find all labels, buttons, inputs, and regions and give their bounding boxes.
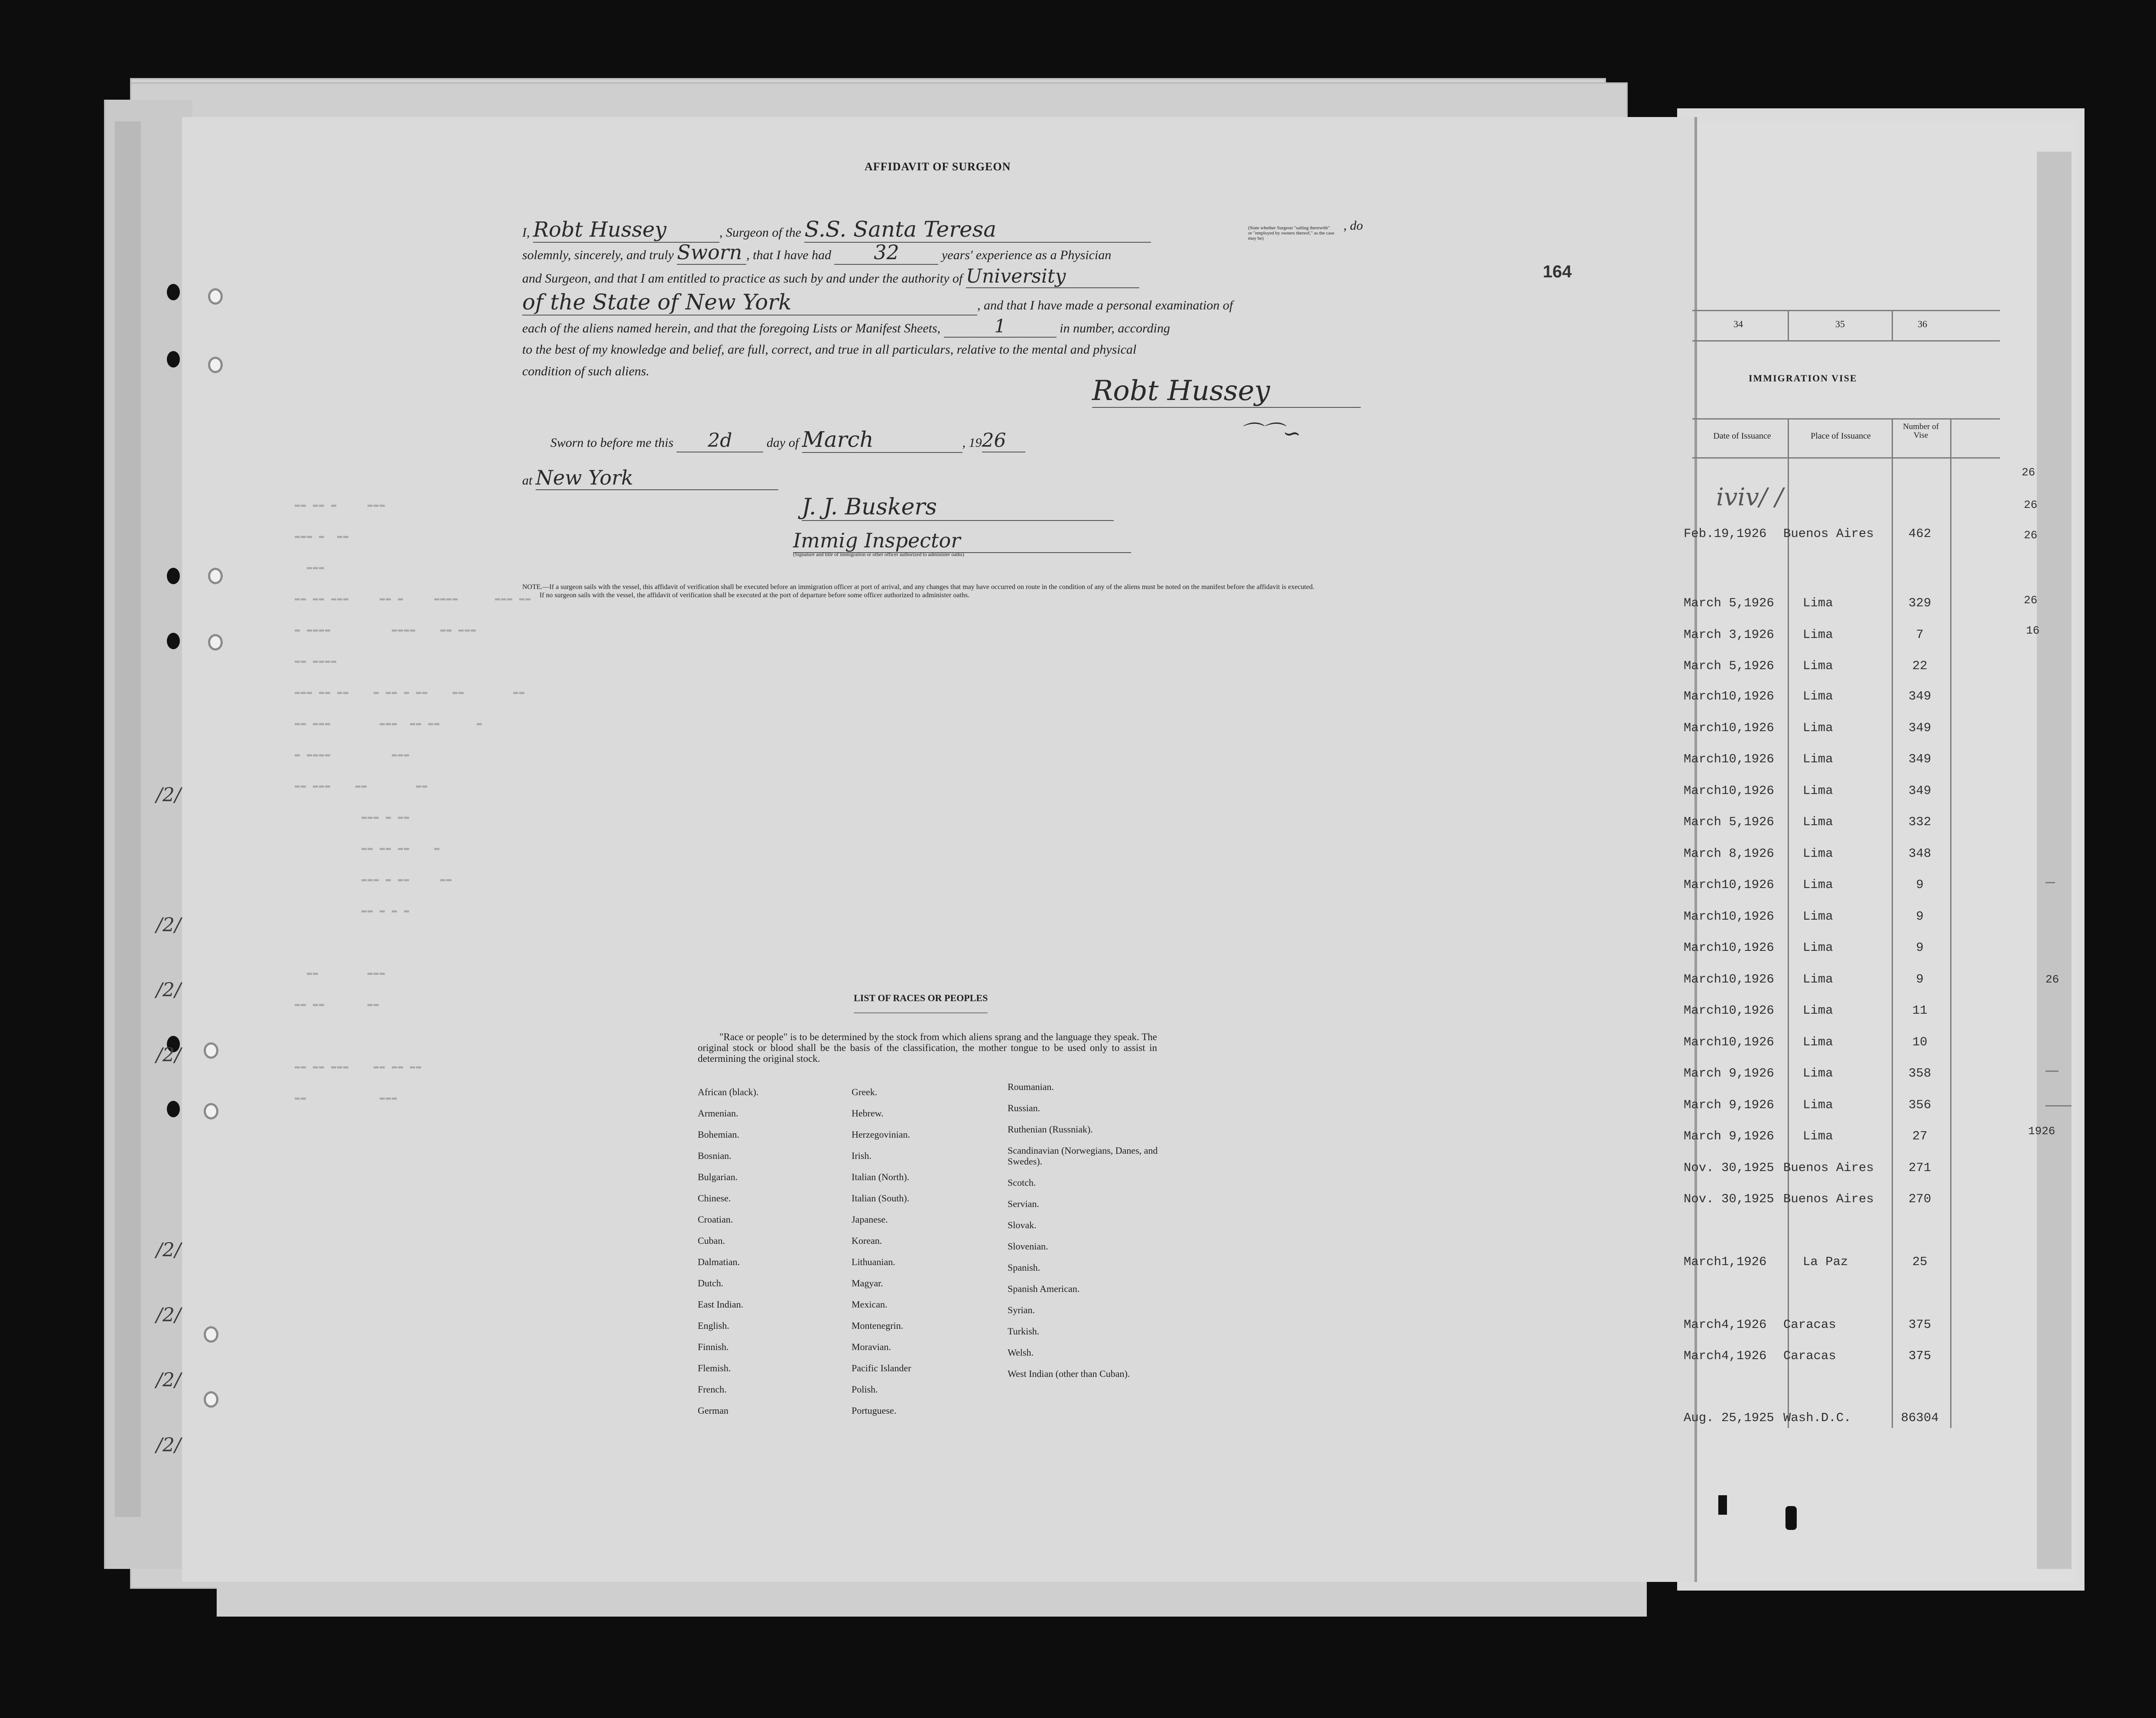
- vise-place: Buenos Aires: [1783, 1161, 1874, 1175]
- race-entry: Roumanian.: [1008, 1081, 1054, 1092]
- sheet-count: 1: [944, 316, 1057, 338]
- vise-date: March10,1926: [1684, 1003, 1774, 1018]
- vise-number: 9: [1916, 972, 1924, 986]
- punch-hole: [208, 634, 223, 651]
- race-entry: Polish.: [852, 1384, 878, 1395]
- races-column-3: [1008, 1081, 1164, 1389]
- vise-number: 9: [1916, 909, 1924, 924]
- affidavit-line-1: [522, 217, 1363, 243]
- surgeon-status: Sworn: [677, 241, 746, 265]
- vise-date: March10,1926: [1684, 689, 1774, 703]
- races-column-1: [698, 1081, 845, 1421]
- affidavit-note-2: If no surgeon sails with the vessel, the affidavit of verification shall be executed at the port of departure before some officer authorized to administer oaths.: [540, 592, 970, 599]
- edge-mark: 26: [2022, 466, 2036, 479]
- margin-check-marks: /2/ /2/ /2/ /2/ /2/ /2/ /2/ /2/: [156, 784, 181, 1456]
- vise-place: Buenos Aires: [1783, 527, 1874, 541]
- edge-mark: 26: [2024, 498, 2038, 511]
- vise-number: 356: [1908, 1098, 1932, 1112]
- affidavit-line-5: each of the aliens named herein, and that the foregoing Lists or Manifest Sheets, 1 in number, according: [522, 316, 1170, 337]
- vise-place: Lima: [1803, 721, 1833, 735]
- vise-col-divider-5: [1950, 418, 1951, 1428]
- vise-number: 332: [1908, 815, 1932, 829]
- officer-title: Immig Inspector: [793, 529, 1131, 553]
- race-entry: French.: [698, 1384, 727, 1395]
- race-entry: East Indian.: [698, 1299, 744, 1310]
- right-sheet-shadow: [2037, 152, 2071, 1569]
- vise-date: March10,1926: [1684, 752, 1774, 766]
- vise-place: Buenos Aires: [1783, 1192, 1874, 1206]
- vise-col-num-36: 36: [1918, 319, 1927, 329]
- race-entry: Moravian.: [852, 1341, 891, 1352]
- edge-dash: [2045, 882, 2055, 883]
- vise-col-divider-1: [1788, 310, 1789, 340]
- affidavit-line-7: condition of such aliens.: [522, 364, 650, 378]
- at-place: New York: [536, 466, 778, 490]
- vise-date: March10,1926: [1684, 878, 1774, 892]
- affidavit-line-2: solemnly, sincerely, and truly Sworn , that I have had 32 years' experience as a Physician: [522, 241, 1112, 264]
- race-entry: German: [698, 1405, 728, 1416]
- race-entry: Chinese.: [698, 1193, 731, 1204]
- vise-rule-title: [1692, 418, 2000, 420]
- page-number: 164: [1543, 262, 1572, 281]
- affidavit-note-1: NOTE.—If a surgeon sails with the vessel, this affidavit of verification shall be executed before an immigration officer at port of arrival, and any changes that may have occurred on route in the condition of any of the aliens must be noted on the manifest before the affidavit is executed.: [522, 583, 1314, 591]
- vise-date: March10,1926: [1684, 909, 1774, 924]
- race-entry: Bosnian.: [698, 1150, 732, 1161]
- vise-number: 22: [1912, 659, 1928, 673]
- vise-place: Lima: [1803, 940, 1833, 955]
- affidavit-line-3: and Surgeon, and that I am entitled to practice as such by and under the authority of University: [522, 265, 1367, 288]
- vise-place: Lima: [1803, 628, 1833, 642]
- race-entry: Spanish.: [1008, 1262, 1041, 1273]
- officer-signature: J. J. Buskers: [802, 494, 1114, 521]
- vise-scribble: ⅳⅳ/ /: [1716, 483, 1783, 511]
- ink-blot: [1718, 1495, 1727, 1515]
- punch-hole: [208, 568, 223, 584]
- race-entry: Russian.: [1008, 1103, 1041, 1113]
- vise-place: Caracas: [1783, 1349, 1836, 1363]
- vise-place: Lima: [1803, 846, 1833, 861]
- vise-place: Lima: [1803, 1003, 1833, 1018]
- faded-underlying-text: ▬▬ ▬▬ ▬ ▬▬▬ ▬▬▬ ▬ ▬▬ ▬▬▬ ▬▬ ▬▬ ▬▬▬ ▬▬ ▬ ▬▬▬▬ ▬▬▬ ▬▬ ▬ ▬▬▬▬ ▬▬▬▬ ▬▬ ▬▬▬ ▬▬ ▬▬▬▬ ▬▬▬ ▬▬ ▬▬ ▬ ▬▬ ▬ ▬▬ ▬▬ ▬▬ ▬▬ ▬▬▬ ▬▬▬ ▬▬ ▬▬ ▬ ▬ ▬▬▬▬ ▬▬▬ ▬▬ ▬▬▬ ▬▬ ▬▬ ▬▬▬ ▬ ▬▬ ▬▬ ▬▬ ▬▬ ▬ ▬▬▬ ▬ ▬▬ ▬▬ ▬▬ ▬ ▬ ▬ ▬▬ ▬▬▬ ▬▬ ▬▬ ▬▬ ▬▬ ▬▬ ▬▬▬ ▬▬ ▬▬ ▬▬ ▬▬ ▬▬▬: [295, 500, 532, 1103]
- vise-date: March 9,1926: [1684, 1129, 1774, 1143]
- vise-date: March10,1926: [1684, 721, 1774, 735]
- edge-dash: [2045, 1105, 2071, 1106]
- vise-header-number: Number of Vise: [1903, 422, 1939, 440]
- race-entry: Bulgarian.: [698, 1171, 738, 1182]
- signature-flourish: ⌒⌒∽: [1239, 421, 1301, 446]
- punch-hole: [208, 357, 223, 373]
- race-entry: Italian (South).: [852, 1193, 910, 1204]
- vise-number: 349: [1908, 784, 1932, 798]
- punch-hole: [167, 633, 180, 649]
- authority-2: of the State of New York: [522, 290, 977, 316]
- surgeon-name: Robt Hussey: [533, 218, 719, 243]
- vise-place: Lima: [1803, 909, 1833, 924]
- vise-number: 348: [1908, 846, 1932, 861]
- race-entry: African (black).: [698, 1087, 759, 1097]
- vise-number: 10: [1912, 1035, 1928, 1049]
- vise-date: Nov. 30,1925: [1684, 1192, 1774, 1206]
- race-entry: Armenian.: [698, 1108, 738, 1119]
- vise-rule-colnum: [1692, 340, 2000, 342]
- race-entry: Scotch.: [1008, 1177, 1036, 1188]
- vise-place: Caracas: [1783, 1318, 1836, 1332]
- race-entry: Welsh.: [1008, 1347, 1034, 1358]
- vise-number: 375: [1908, 1318, 1932, 1332]
- vise-place: Lima: [1803, 1098, 1833, 1112]
- vise-place: Lima: [1803, 815, 1833, 829]
- vise-date: March 5,1926: [1684, 815, 1774, 829]
- affidavit-i: I,: [522, 225, 530, 240]
- vise-place: Lima: [1803, 972, 1833, 986]
- sworn-line: Sworn to before me this 2d day of March , 1926: [550, 427, 1179, 453]
- vise-number: 358: [1908, 1066, 1932, 1080]
- affidavit-line-6: to the best of my knowledge and belief, are full, correct, and true in all particulars, relative to the mental and physical: [522, 342, 1137, 357]
- races-title: LIST OF RACES OR PEOPLES: [854, 992, 988, 1013]
- punch-hole: [208, 288, 223, 305]
- sworn-day: 2d: [676, 430, 763, 452]
- punch-hole: [204, 1042, 218, 1059]
- race-entry: Mexican.: [852, 1299, 888, 1310]
- vise-date: March 5,1926: [1684, 596, 1774, 610]
- race-entry: Dalmatian.: [698, 1256, 740, 1267]
- vise-date: March1,1926: [1684, 1255, 1767, 1269]
- race-entry: Slovak.: [1008, 1220, 1037, 1230]
- edge-mark: 1926: [2028, 1125, 2055, 1138]
- vise-col-divider-2: [1892, 310, 1893, 340]
- vise-place: Lima: [1803, 784, 1833, 798]
- vise-header-date: Date of Issuance: [1713, 431, 1771, 441]
- vise-number: 462: [1908, 527, 1932, 541]
- vise-number: 9: [1916, 940, 1924, 955]
- vise-number: 86304: [1901, 1411, 1939, 1425]
- vise-number: 375: [1908, 1349, 1932, 1363]
- vise-date: March 9,1926: [1684, 1066, 1774, 1080]
- vise-number: 270: [1908, 1192, 1932, 1206]
- edge-mark: 26: [2024, 529, 2038, 542]
- vise-date: Aug. 25,1925: [1684, 1411, 1774, 1425]
- punch-hole: [204, 1326, 218, 1343]
- affidavit-note: [522, 583, 1367, 599]
- vise-date: March10,1926: [1684, 940, 1774, 955]
- vise-rule-top: [1692, 310, 2000, 311]
- vise-place: Lima: [1803, 878, 1833, 892]
- edge-mark: 16: [2026, 624, 2040, 637]
- races-column-2: [852, 1081, 999, 1421]
- vise-place: Lima: [1803, 1129, 1833, 1143]
- vise-date: Feb.19,1926: [1684, 527, 1767, 541]
- race-entry: Finnish.: [698, 1341, 729, 1352]
- race-entry: Bohemian.: [698, 1129, 739, 1140]
- vise-number: 27: [1912, 1129, 1928, 1143]
- vise-number: 9: [1916, 878, 1924, 892]
- ink-blot: [1785, 1506, 1797, 1530]
- race-entry: Scandinavian (Norwegians, Danes, and Swedes).: [1008, 1145, 1158, 1167]
- vise-header-place: Place of Issuance: [1811, 431, 1871, 441]
- affidavit-line-4: of the State of New York , and that I have made a personal examination of: [522, 290, 1233, 315]
- edge-mark: 26: [2024, 594, 2038, 607]
- race-entry: Italian (North).: [852, 1171, 910, 1182]
- race-entry: English.: [698, 1320, 729, 1331]
- vise-col-num-35: 35: [1835, 319, 1845, 329]
- vise-number: 349: [1908, 752, 1932, 766]
- race-entry: Greek.: [852, 1087, 878, 1097]
- race-entry: Croatian.: [698, 1214, 733, 1225]
- punch-hole: [167, 351, 180, 368]
- race-entry: Montenegrin.: [852, 1320, 904, 1331]
- vessel-name: S.S. Santa Teresa: [804, 217, 1151, 243]
- race-entry: Korean.: [852, 1235, 882, 1246]
- vise-number: 329: [1908, 596, 1932, 610]
- sworn-year: 26: [982, 430, 1025, 452]
- sworn-month: March: [802, 427, 963, 453]
- race-entry: Syrian.: [1008, 1305, 1035, 1315]
- race-entry: West Indian (other than Cuban).: [1008, 1368, 1130, 1379]
- race-entry: Cuban.: [698, 1235, 725, 1246]
- vise-date: March 8,1926: [1684, 846, 1774, 861]
- vise-date: March10,1926: [1684, 972, 1774, 986]
- vise-date: March10,1926: [1684, 1035, 1774, 1049]
- race-entry: Spanish American.: [1008, 1283, 1080, 1294]
- vise-date: Nov. 30,1925: [1684, 1161, 1774, 1175]
- race-entry: Dutch.: [698, 1278, 724, 1288]
- vise-rule-header: [1692, 457, 2000, 459]
- vise-date: March10,1926: [1684, 784, 1774, 798]
- vise-number: 349: [1908, 689, 1932, 703]
- race-entry: Portuguese.: [852, 1405, 897, 1416]
- affidavit-do: , do: [1343, 218, 1363, 233]
- race-entry: Lithuanian.: [852, 1256, 895, 1267]
- vise-place: Lima: [1803, 689, 1833, 703]
- vise-number: 11: [1912, 1003, 1928, 1018]
- race-entry: Slovenian.: [1008, 1241, 1048, 1252]
- officer-caption: (Signature and title of immigration or other officer authorized to administer oaths): [793, 551, 964, 557]
- vise-place: Lima: [1803, 752, 1833, 766]
- back-sheet-edge-2: [115, 121, 141, 1517]
- vise-place: Lima: [1803, 1066, 1833, 1080]
- vise-date: March4,1926: [1684, 1318, 1767, 1332]
- vise-number: 349: [1908, 721, 1932, 735]
- vise-number: 271: [1908, 1161, 1932, 1175]
- race-entry: Flemish.: [698, 1363, 731, 1373]
- affidavit-title: AFFIDAVIT OF SURGEON: [865, 160, 1011, 173]
- race-entry: Pacific Islander: [852, 1363, 911, 1373]
- vise-col-num-34: 34: [1733, 319, 1743, 329]
- affidavit-surgeon-of: , Surgeon of the: [719, 225, 801, 240]
- races-intro: "Race or people" is to be determined by the stock from which aliens sprang and the language they speak. The original stock or blood shall be the basis of the classification, the mother tongue to be used only to assist in determining the original stock.: [698, 1031, 1157, 1064]
- vise-place: La Paz: [1803, 1255, 1848, 1269]
- race-entry: Irish.: [852, 1150, 872, 1161]
- surgeon-signature: Robt Hussey: [1092, 375, 1361, 408]
- vessel-note: (State whether Surgeon "sailing therewith" or "employed by owners thereof," as the case may be): [1248, 225, 1334, 241]
- vise-number: 7: [1916, 628, 1924, 642]
- race-entry: Magyar.: [852, 1278, 883, 1288]
- vise-date: March 3,1926: [1684, 628, 1774, 642]
- vise-date: March 5,1926: [1684, 659, 1774, 673]
- vise-place: Lima: [1803, 659, 1833, 673]
- race-entry: Japanese.: [852, 1214, 888, 1225]
- vise-place: Lima: [1803, 596, 1833, 610]
- vise-place: Lima: [1803, 1035, 1833, 1049]
- vise-date: March4,1926: [1684, 1349, 1767, 1363]
- race-entry: Herzegovinian.: [852, 1129, 910, 1140]
- vise-place: Wash.D.C.: [1783, 1411, 1851, 1425]
- punch-hole: [204, 1391, 218, 1408]
- race-entry: Hebrew.: [852, 1108, 884, 1119]
- race-entry: Ruthenian (Russniak).: [1008, 1124, 1093, 1135]
- vise-date: March 9,1926: [1684, 1098, 1774, 1112]
- punch-hole: [167, 568, 180, 584]
- race-entry: Servian.: [1008, 1198, 1039, 1209]
- edge-mark: 26: [2045, 973, 2059, 986]
- vise-number: 25: [1912, 1255, 1928, 1269]
- punch-hole: [204, 1103, 218, 1119]
- vise-title: IMMIGRATION VISE: [1749, 373, 1857, 384]
- years-experience: 32: [834, 241, 938, 265]
- authority-1: University: [966, 265, 1139, 288]
- at-line: at New York: [522, 466, 778, 490]
- edge-dash: [2045, 1070, 2058, 1072]
- race-entry: Turkish.: [1008, 1326, 1040, 1337]
- punch-hole: [167, 284, 180, 300]
